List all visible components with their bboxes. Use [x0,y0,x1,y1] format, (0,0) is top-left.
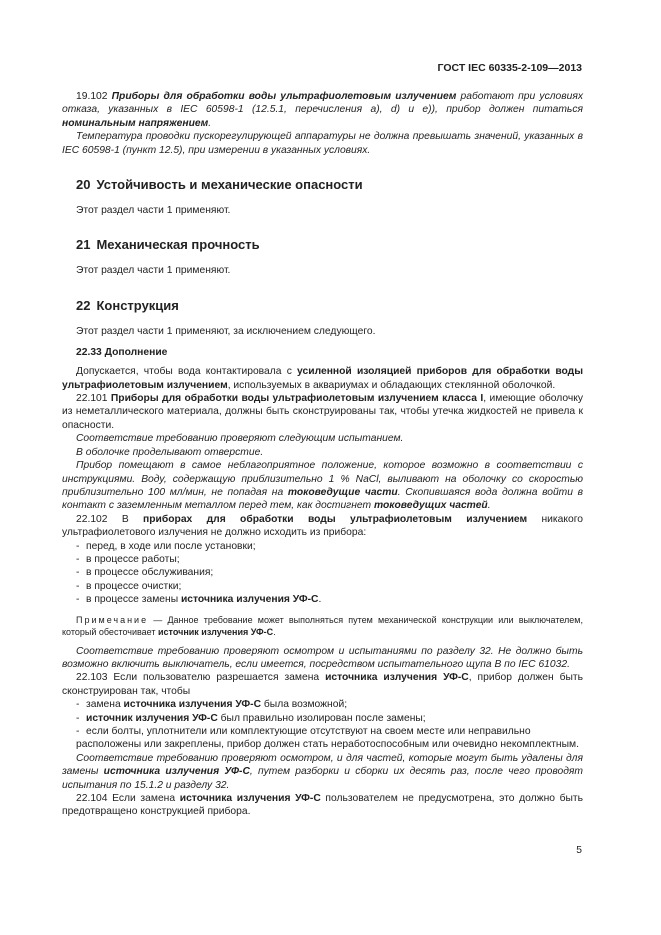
term: токоведущих частей [373,500,488,512]
list [62,540,583,607]
term: токоведущие части [287,486,398,498]
text: никакого ультрафиолетового излучения не должно исходить из прибора: [62,513,583,539]
text: был правильно изолирован после замены; [217,712,426,724]
list-item: - перед, в ходе или после установки; [62,540,583,553]
text: Прибор помещают в самое неблагоприятное положение, которое возможно в соответствии с инструкциями. Воду, содержащую приблизительно 1 % NaCl, выливают на оболочку со скоростью приблизительно 100 мл/мин, не попадая на [62,460,583,498]
note [62,614,583,638]
page-content [62,90,583,819]
text: . Скопившаяся вода должна войти в контакт с заземленным металлом перед тем, как достигнет [62,486,583,512]
section-title: Конструкция [96,297,179,313]
paragraph: Этот раздел части 1 применяют, за исключением следующего. [76,325,376,337]
term: источника излучения УФ-С [325,672,469,684]
paragraph: Температура проводки пускорегулирующей аппаратуры не должна превышать значений, указанных в IEC 60598-1 (пункт 12.5), при измерении в указанных условиях. [62,131,583,156]
text: . [487,500,491,512]
section-number: 20 [76,177,91,193]
section-22-heading [62,298,583,313]
subsection-22-33-heading: 22.33 Дополнение [76,347,168,359]
list-item [62,698,583,711]
term: усиленной изоляцией приборов для обработки воды ультрафиолетовым излучением [62,366,583,391]
text: Допускается, чтобы вода контактировала с [76,366,298,378]
list-item: - в процессе обслуживания; [62,566,583,579]
clause-22-101 [62,392,583,432]
paragraph [62,752,583,792]
paragraph [62,365,583,392]
term: номинальным напряжением [62,117,209,129]
text: была возможной; [261,699,348,711]
paragraph: Соответствие требованию проверяют следующим испытанием. [76,433,404,445]
term: источника излучения УФ-С [180,594,319,606]
clause-22-102 [62,513,583,540]
paragraph: Соответствие требованию проверяют осмотром и испытаниями по разделу 32. Не должно быть возможно включить выключатель, если имеется, посредством испытательного щупа В по IEC 61032. [62,645,583,670]
text: 22.103 Если пользователю разрешается замена [76,672,326,684]
section-number: 21 [76,237,91,253]
section-title: Механическая прочность [96,237,260,253]
term: источника излучения УФ-С [179,793,321,805]
text: 22.102 В [76,513,144,525]
section-title: Устойчивость и механические опасности [96,177,363,193]
section-number: 22 [76,297,91,313]
text: в процессе замены [86,594,181,606]
text: , путем разборки и сборки их десять раз, после чего проводят испытания по 15.1.2 и разделу 32. [62,766,583,791]
term: Приборы для обработки воды ультрафиолетовым излучением класса I [110,393,484,405]
paragraph: Этот раздел части 1 применяют. [76,265,231,277]
text: . [318,594,322,606]
term: источник излучения УФ-С [158,626,274,637]
paragraph: Этот раздел части 1 применяют. [76,205,231,217]
note-label: Примечание [76,614,149,625]
clause-22-104 [62,792,583,819]
text: работают при условиях отказа, указанных в IEC 60598-1 (12.5.1, перечисления a), d) и e)), прибор должен питаться [62,91,583,116]
text: — Данное требование может выполняться путем механической конструкции или выключателем, который обесточивает [62,614,583,637]
clause-number: 22.101 [76,393,111,405]
paragraph [62,459,583,513]
text: . [273,626,276,637]
standard-header: ГОСТ IEC 60335-2-109—2013 [437,62,582,74]
term: источника излучения УФ-С [123,699,262,711]
text: Соответствие требованию проверяют осмотром, и для частей, которые могут быть удалены для замены [62,752,583,778]
section-21-heading [62,237,583,252]
page-number: 5 [576,845,582,856]
clause-number: 19.102 [76,91,112,102]
clause-19-102 [62,90,583,130]
text: 22.104 Если замена [76,793,180,805]
list-item [62,593,583,606]
list-item: - в процессе работы; [62,553,583,566]
paragraph: В оболочке проделывают отверстие. [76,446,264,458]
list-item: - в процессе очистки; [62,580,583,593]
term: приборах для обработки воды ультрафиолетовым излучением [143,513,528,525]
term: источник излучения УФ-С [86,712,218,724]
text: , используемых в аквариумах и обладающих стеклянной оболочкой. [227,379,556,391]
text: замена [86,699,124,711]
text: . [208,117,212,129]
text: пользователем не предусмотрена, это должно быть предотвращено конструкцией прибора. [62,793,583,818]
list [62,698,583,752]
section-20-heading [62,177,583,192]
text: , имеющие оболочку из неметаллического материала, должны быть сконструированы так, чтобы утечка жидкостей не привела к опасности. [62,393,583,431]
list-item [62,712,583,725]
term: Приборы для обработки воды ультрафиолетовым излучением [111,91,457,102]
term: источника излучения УФ-С [103,766,250,778]
text: , прибор должен быть сконструирован так, чтобы [62,672,584,697]
clause-22-103 [62,671,583,698]
list-item: - если болты, уплотнители или комплектующие отсутствуют на своем месте или неправильно расположены или закреплены, прибор должен стать неработоспособным или очевидно некомплектным. [62,725,583,752]
